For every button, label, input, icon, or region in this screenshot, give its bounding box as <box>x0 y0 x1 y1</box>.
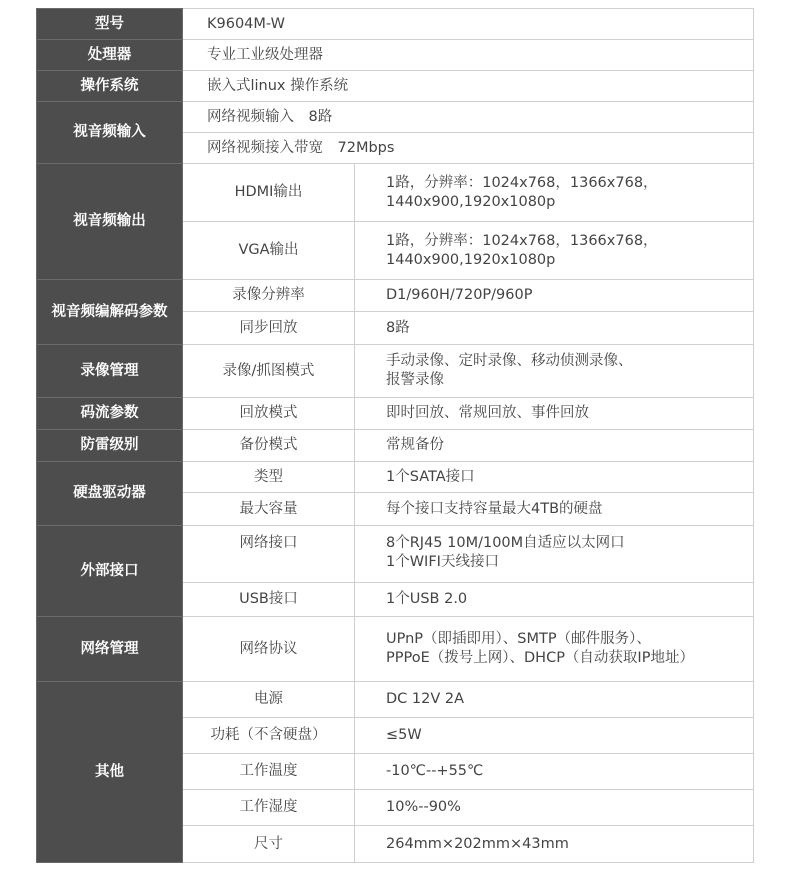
size-value: 264mm×202mm×43mm <box>355 826 754 863</box>
codec-label: 视音频编解码参数 <box>37 280 183 345</box>
processor-label: 处理器 <box>37 40 183 71</box>
network-port-line1: 8个RJ45 10M/100M自适应以太网口 <box>386 535 625 551</box>
processor-value: 专业工业级处理器 <box>183 40 754 71</box>
av-input-value-1: 网络视频输入 8路 <box>183 102 754 133</box>
playback-mode-value: 即时回放、常规回放、事件回放 <box>355 398 754 430</box>
disk-label: 硬盘驱动器 <box>37 462 183 526</box>
consumption-value: ≤5W <box>355 718 754 754</box>
os-value: 嵌入式linux 操作系统 <box>183 71 754 102</box>
power-value: DC 12V 2A <box>355 682 754 718</box>
disk-type-label: 类型 <box>183 462 355 493</box>
disk-capacity-value: 每个接口支持容量最大4TB的硬盘 <box>355 493 754 526</box>
vga-value <box>355 222 754 280</box>
backup-mode-value: 常规备份 <box>355 430 754 462</box>
recording-mode-value <box>355 345 754 398</box>
record-resolution-value: D1/960H/720P/960P <box>355 280 754 312</box>
size-label: 尺寸 <box>183 826 355 863</box>
av-input-label: 视音频输入 <box>37 102 183 164</box>
recording-mode-line2: 报警录像 <box>386 372 444 388</box>
recording-label: 录像管理 <box>37 345 183 398</box>
disk-type-value: 1个SATA接口 <box>355 462 754 493</box>
lightning-label: 防雷级别 <box>37 430 183 462</box>
spec-table <box>36 8 754 863</box>
hdmi-value-line2: 1440x900,1920x1080p <box>386 193 556 210</box>
row-processor <box>37 40 754 71</box>
temperature-label: 工作温度 <box>183 754 355 790</box>
row-disk-type <box>37 462 754 493</box>
row-lightning <box>37 430 754 462</box>
stream-label: 码流参数 <box>37 398 183 430</box>
playback-mode-label: 回放模式 <box>183 398 355 430</box>
sync-playback-label: 同步回放 <box>183 312 355 345</box>
temperature-value: -10℃--+55℃ <box>355 754 754 790</box>
protocol-value <box>355 617 754 682</box>
other-label: 其他 <box>37 682 183 863</box>
row-os <box>37 71 754 102</box>
usb-value: 1个USB 2.0 <box>355 583 754 617</box>
record-resolution-label: 录像分辨率 <box>183 280 355 312</box>
protocol-line1: UPnP（即插即用）、SMTP（邮件服务）、 <box>386 631 651 647</box>
recording-mode-line1: 手动录像、定时录像、移动侦测录像、 <box>386 353 633 369</box>
protocol-line2: PPPoE（拨号上网）、DHCP（自动获取IP地址） <box>386 650 694 666</box>
power-label: 电源 <box>183 682 355 718</box>
backup-mode-label: 备份模式 <box>183 430 355 462</box>
row-netmgmt <box>37 617 754 682</box>
humidity-value: 10%--90% <box>355 790 754 826</box>
sync-playback-value: 8路 <box>355 312 754 345</box>
humidity-label: 工作湿度 <box>183 790 355 826</box>
disk-capacity-label: 最大容量 <box>183 493 355 526</box>
row-av-input-1 <box>37 102 754 133</box>
row-network-port <box>37 526 754 583</box>
row-power <box>37 682 754 718</box>
row-stream <box>37 398 754 430</box>
recording-mode-label: 录像/抓图模式 <box>183 345 355 398</box>
vga-value-line2: 1440x900,1920x1080p <box>386 251 556 268</box>
row-recording <box>37 345 754 398</box>
netmgmt-label: 网络管理 <box>37 617 183 682</box>
hdmi-label: HDMI输出 <box>183 164 355 222</box>
av-output-label: 视音频输出 <box>37 164 183 280</box>
network-port-value <box>355 526 754 583</box>
row-record-resolution <box>37 280 754 312</box>
network-port-line2: 1个WIFI天线接口 <box>386 554 499 570</box>
model-value: K9604M-W <box>183 9 754 40</box>
protocol-label: 网络协议 <box>183 617 355 682</box>
model-label: 型号 <box>37 9 183 40</box>
os-label: 操作系统 <box>37 71 183 102</box>
usb-label: USB接口 <box>183 583 355 617</box>
av-input-value-2: 网络视频接入带宽 72Mbps <box>183 133 754 164</box>
vga-value-line1: 1路，分辨率：1024x768，1366x768， <box>386 232 658 249</box>
hdmi-value-line1: 1路，分辨率：1024x768，1366x768， <box>386 174 658 191</box>
consumption-label: 功耗（不含硬盘） <box>183 718 355 754</box>
external-label: 外部接口 <box>37 526 183 617</box>
row-hdmi <box>37 164 754 222</box>
vga-label: VGA输出 <box>183 222 355 280</box>
hdmi-value <box>355 164 754 222</box>
row-model <box>37 9 754 40</box>
network-port-label: 网络接口 <box>183 526 355 583</box>
